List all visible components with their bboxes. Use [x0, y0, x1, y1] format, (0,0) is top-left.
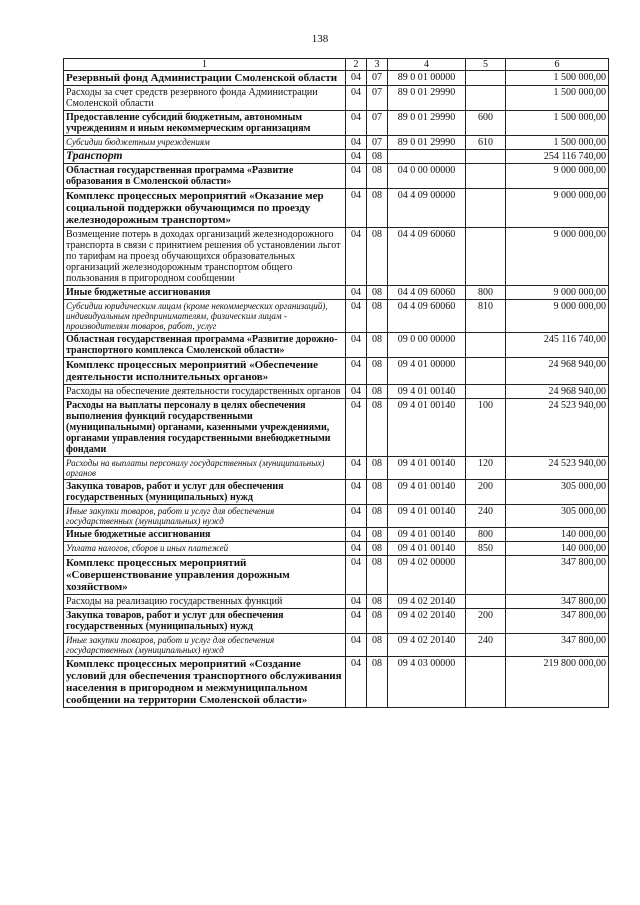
- header-col-6: 6: [506, 59, 609, 71]
- row-target-code: 09 4 02 20140: [388, 634, 466, 657]
- row-name: Иные бюджетные ассигнования: [64, 286, 346, 300]
- table-row: [64, 528, 609, 542]
- row-expense-type: [466, 358, 506, 385]
- row-subsection-code: 08: [367, 358, 388, 385]
- row-target-code: 04 4 09 60060: [388, 300, 466, 333]
- table-row: [64, 286, 609, 300]
- row-expense-type: [466, 86, 506, 111]
- row-subsection-code: 08: [367, 189, 388, 228]
- row-name: Комплекс процессных мероприятий «Обеспечение деятельности исполнительных органов»: [64, 358, 346, 385]
- row-target-code: 04 0 00 00000: [388, 164, 466, 189]
- row-section-code: 04: [346, 164, 367, 189]
- row-name: Комплекс процессных мероприятий «Создание условий для обеспечения транспортного обслуживания населения в пригородном и межмуниципальном сообщении на территории Смоленской области»: [64, 657, 346, 708]
- row-name: Возмещение потерь в доходах организаций железнодорожного транспорта в связи с принятием решения об установлении льгот по тарифам на проезд обучающихся образовательных организаций железнодорожным транспортом общего пользования в пригородном сообщении: [64, 228, 346, 286]
- row-amount: 347 800,00: [506, 556, 609, 595]
- table-row: [64, 595, 609, 609]
- row-subsection-code: 08: [367, 457, 388, 480]
- row-subsection-code: 08: [367, 399, 388, 457]
- row-target-code: 09 4 01 00140: [388, 528, 466, 542]
- row-subsection-code: 07: [367, 111, 388, 136]
- row-amount: 24 968 940,00: [506, 385, 609, 399]
- row-expense-type: [466, 556, 506, 595]
- row-target-code: 04 4 09 60060: [388, 228, 466, 286]
- row-target-code: 09 4 01 00000: [388, 358, 466, 385]
- table-body: [64, 71, 609, 708]
- table-row: [64, 71, 609, 86]
- table-row: [64, 228, 609, 286]
- row-amount: 305 000,00: [506, 480, 609, 505]
- row-expense-type: 800: [466, 528, 506, 542]
- row-target-code: 09 4 02 20140: [388, 595, 466, 609]
- row-name: Субсидии бюджетным учреждениям: [64, 136, 346, 150]
- row-subsection-code: 08: [367, 634, 388, 657]
- row-target-code: 89 0 01 29990: [388, 86, 466, 111]
- row-target-code: 09 4 01 00140: [388, 399, 466, 457]
- row-name: Иные закупки товаров, работ и услуг для обеспечения государственных (муниципальных) нужд: [64, 634, 346, 657]
- row-amount: 1 500 000,00: [506, 111, 609, 136]
- row-amount: 24 523 940,00: [506, 399, 609, 457]
- row-amount: 24 968 940,00: [506, 358, 609, 385]
- header-col-4: 4: [388, 59, 466, 71]
- row-amount: 347 800,00: [506, 595, 609, 609]
- row-subsection-code: 08: [367, 595, 388, 609]
- budget-table: [63, 58, 609, 708]
- row-name: Областная государственная программа «Развитие образования в Смоленской области»: [64, 164, 346, 189]
- row-target-code: 09 4 01 00140: [388, 505, 466, 528]
- row-amount: 24 523 940,00: [506, 457, 609, 480]
- row-subsection-code: 08: [367, 286, 388, 300]
- row-amount: 140 000,00: [506, 528, 609, 542]
- row-amount: 9 000 000,00: [506, 300, 609, 333]
- table-row: [64, 333, 609, 358]
- row-section-code: 04: [346, 300, 367, 333]
- header-col-3: 3: [367, 59, 388, 71]
- row-amount: 254 116 740,00: [506, 150, 609, 164]
- row-name: Областная государственная программа «Развитие дорожно-транспортного комплекса Смоленской области»: [64, 333, 346, 358]
- row-section-code: 04: [346, 358, 367, 385]
- table-row: [64, 111, 609, 136]
- row-section-code: 04: [346, 286, 367, 300]
- table-row: [64, 86, 609, 111]
- table-row: [64, 542, 609, 556]
- row-target-code: 04 4 09 60060: [388, 286, 466, 300]
- row-section-code: 04: [346, 333, 367, 358]
- page-number: 138: [311, 33, 329, 45]
- row-name: Расходы на обеспечение деятельности государственных органов: [64, 385, 346, 399]
- row-expense-type: 800: [466, 286, 506, 300]
- table-row: [64, 505, 609, 528]
- row-section-code: 04: [346, 399, 367, 457]
- row-subsection-code: 08: [367, 150, 388, 164]
- row-section-code: 04: [346, 228, 367, 286]
- row-target-code: 04 4 09 00000: [388, 189, 466, 228]
- row-target-code: 89 0 01 29990: [388, 111, 466, 136]
- row-section-code: 04: [346, 189, 367, 228]
- row-name: Комплекс процессных мероприятий «Совершенствование управления дорожным хозяйством»: [64, 556, 346, 595]
- row-target-code: 09 4 02 20140: [388, 609, 466, 634]
- row-section-code: 04: [346, 385, 367, 399]
- row-target-code: 09 4 03 00000: [388, 657, 466, 708]
- row-expense-type: 600: [466, 111, 506, 136]
- row-name: Резервный фонд Администрации Смоленской области: [64, 71, 346, 86]
- row-subsection-code: 08: [367, 542, 388, 556]
- row-expense-type: 240: [466, 634, 506, 657]
- row-name: Расходы за счет средств резервного фонда Администрации Смоленской области: [64, 86, 346, 111]
- table-row: [64, 634, 609, 657]
- row-name: Транспорт: [64, 150, 346, 164]
- row-subsection-code: 08: [367, 164, 388, 189]
- row-section-code: 04: [346, 634, 367, 657]
- row-expense-type: [466, 189, 506, 228]
- table-row: [64, 150, 609, 164]
- row-section-code: 04: [346, 542, 367, 556]
- row-expense-type: [466, 385, 506, 399]
- row-amount: 9 000 000,00: [506, 286, 609, 300]
- row-target-code: 09 4 01 00140: [388, 480, 466, 505]
- row-amount: 1 500 000,00: [506, 136, 609, 150]
- row-expense-type: 810: [466, 300, 506, 333]
- row-expense-type: [466, 228, 506, 286]
- row-target-code: 09 4 01 00140: [388, 385, 466, 399]
- row-section-code: 04: [346, 505, 367, 528]
- row-section-code: 04: [346, 595, 367, 609]
- row-section-code: 04: [346, 111, 367, 136]
- table-row: [64, 136, 609, 150]
- table-row: [64, 189, 609, 228]
- row-amount: 140 000,00: [506, 542, 609, 556]
- row-section-code: 04: [346, 71, 367, 86]
- row-subsection-code: 08: [367, 300, 388, 333]
- row-amount: 1 500 000,00: [506, 71, 609, 86]
- row-expense-type: [466, 333, 506, 358]
- row-amount: 1 500 000,00: [506, 86, 609, 111]
- row-name: Иные бюджетные ассигнования: [64, 528, 346, 542]
- row-expense-type: 200: [466, 480, 506, 505]
- row-subsection-code: 07: [367, 86, 388, 111]
- row-expense-type: [466, 657, 506, 708]
- row-section-code: 04: [346, 136, 367, 150]
- row-expense-type: 200: [466, 609, 506, 634]
- header-col-2: 2: [346, 59, 367, 71]
- row-target-code: 09 4 01 00140: [388, 542, 466, 556]
- table-row: [64, 164, 609, 189]
- row-subsection-code: 07: [367, 71, 388, 86]
- row-name: Расходы на реализацию государственных функций: [64, 595, 346, 609]
- header-row: [64, 59, 609, 71]
- row-subsection-code: 08: [367, 556, 388, 595]
- row-name: Комплекс процессных мероприятий «Оказание мер социальной поддержки обучающимся по проезду железнодорожным транспортом»: [64, 189, 346, 228]
- row-subsection-code: 08: [367, 657, 388, 708]
- row-subsection-code: 07: [367, 136, 388, 150]
- row-target-code: 09 0 00 00000: [388, 333, 466, 358]
- table-row: [64, 480, 609, 505]
- row-amount: 9 000 000,00: [506, 189, 609, 228]
- row-expense-type: [466, 71, 506, 86]
- row-expense-type: 120: [466, 457, 506, 480]
- row-section-code: 04: [346, 609, 367, 634]
- table-row: [64, 385, 609, 399]
- row-subsection-code: 08: [367, 505, 388, 528]
- row-name: Расходы на выплаты персоналу государственных (муниципальных) органов: [64, 457, 346, 480]
- row-section-code: 04: [346, 86, 367, 111]
- row-expense-type: [466, 164, 506, 189]
- row-section-code: 04: [346, 150, 367, 164]
- row-amount: 9 000 000,00: [506, 228, 609, 286]
- row-section-code: 04: [346, 657, 367, 708]
- row-amount: 305 000,00: [506, 505, 609, 528]
- header-col-5: 5: [466, 59, 506, 71]
- row-amount: 347 800,00: [506, 609, 609, 634]
- row-expense-type: 100: [466, 399, 506, 457]
- table-row: [64, 358, 609, 385]
- row-name: Субсидии юридическим лицам (кроме некоммерческих организаций), индивидуальным предпринимателям, физическим лицам - производителям товаров, работ, услуг: [64, 300, 346, 333]
- row-expense-type: [466, 595, 506, 609]
- row-amount: 347 800,00: [506, 634, 609, 657]
- table-row: [64, 300, 609, 333]
- row-target-code: 89 0 01 00000: [388, 71, 466, 86]
- row-subsection-code: 08: [367, 609, 388, 634]
- row-amount: 245 116 740,00: [506, 333, 609, 358]
- row-expense-type: 850: [466, 542, 506, 556]
- row-section-code: 04: [346, 457, 367, 480]
- row-subsection-code: 08: [367, 385, 388, 399]
- row-amount: 9 000 000,00: [506, 164, 609, 189]
- row-name: Иные закупки товаров, работ и услуг для обеспечения государственных (муниципальных) нужд: [64, 505, 346, 528]
- row-expense-type: 610: [466, 136, 506, 150]
- row-target-code: [388, 150, 466, 164]
- row-target-code: 09 4 01 00140: [388, 457, 466, 480]
- table-row: [64, 556, 609, 595]
- row-target-code: 09 4 02 00000: [388, 556, 466, 595]
- row-expense-type: 240: [466, 505, 506, 528]
- row-section-code: 04: [346, 528, 367, 542]
- row-subsection-code: 08: [367, 333, 388, 358]
- row-subsection-code: 08: [367, 480, 388, 505]
- row-name: Уплата налогов, сборов и иных платежей: [64, 542, 346, 556]
- row-amount: 219 800 000,00: [506, 657, 609, 708]
- row-name: Расходы на выплаты персоналу в целях обеспечения выполнения функций государственными (муниципальными) органами, казенными учреждениями, органами управления государственными внебюджетными фондами: [64, 399, 346, 457]
- row-section-code: 04: [346, 480, 367, 505]
- row-subsection-code: 08: [367, 528, 388, 542]
- row-section-code: 04: [346, 556, 367, 595]
- row-name: Закупка товаров, работ и услуг для обеспечения государственных (муниципальных) нужд: [64, 609, 346, 634]
- header-col-1: 1: [64, 59, 346, 71]
- table-row: [64, 457, 609, 480]
- row-target-code: 89 0 01 29990: [388, 136, 466, 150]
- table-row: [64, 657, 609, 708]
- row-subsection-code: 08: [367, 228, 388, 286]
- row-name: Закупка товаров, работ и услуг для обеспечения государственных (муниципальных) нужд: [64, 480, 346, 505]
- table-row: [64, 609, 609, 634]
- table-row: [64, 399, 609, 457]
- row-expense-type: [466, 150, 506, 164]
- row-name: Предоставление субсидий бюджетным, автономным учреждениям и иным некоммерческим организациям: [64, 111, 346, 136]
